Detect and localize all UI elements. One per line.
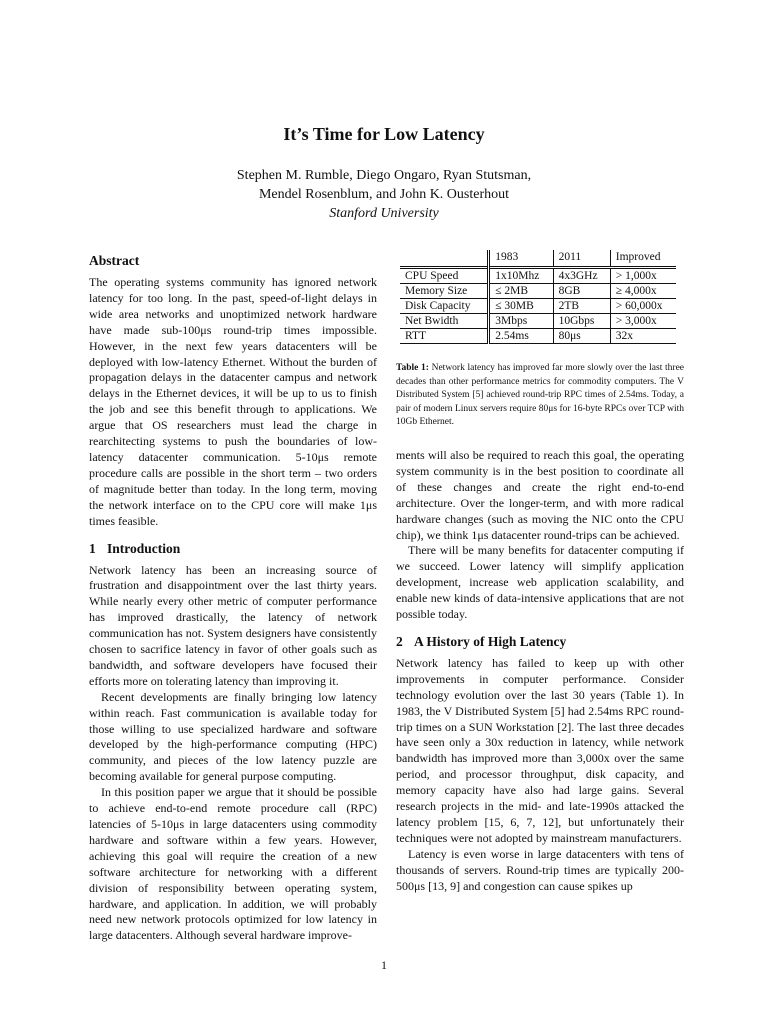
- intro-paragraph-3: In this position paper we argue that it should be possible to achieve end-to-end remote procedure call (RPC) latencies of 5-10μs in large datacenters using commodity hardware and software within a few years. However, achieving this goal will require the creation of a new software architecture for networking with a different division of responsibility between operating system, hardware, and application. In addition, we will probably need new network protocols optimized for low latency in large datacenters. Although several hardware improve-: [89, 785, 377, 943]
- intro-number: 1: [89, 540, 96, 556]
- intro-continued-paragraph-1: ments will also be required to reach this goal, the operating system community is in the best position to coordinate all of these changes and create the right end-to-end architecture. Over the longer-term, and with more radical hardware changes (such as moving the NIC onto the CPU chip), we think 1μs datacenter round-trips can be achieved.: [396, 447, 684, 542]
- table-cell: > 1,000x: [610, 268, 676, 284]
- page-number: 1: [381, 958, 387, 972]
- history-paragraph-1: Network latency has failed to keep up with other improvements in computer performance. Consider technology evolution over the last 30 years (Table 1). In 1983, the V Distributed System [5] had 2.54ms RPC round-trip times on a SUN Workstation [2]. The last three decades have seen only a 30x reduction in latency, while network bandwidth has improved more than 3,000x over the same period, and processor throughput, disk capacity, and memory capacity have also had large gains. Several research projects in the mid- and late-1990s attacked the latency problem [15, 6, 7, 12], but unfortunately their techniques were not adopted by mainstream manufacturers.: [396, 655, 684, 845]
- table-row: [400, 314, 676, 329]
- table-cell: CPU Speed: [400, 268, 489, 284]
- latency-table: [400, 250, 676, 344]
- intro-paragraph-2: Recent developments are finally bringing low latency within reach. Fast communication is available today for those willing to use specialized hardware and software developed by the high-performance computing (HPC) community, and pieces of the low latency puzzle are becoming available for general purpose computing.: [89, 689, 377, 784]
- right-column: [396, 250, 684, 895]
- table-row: [400, 329, 676, 344]
- table-header-cell: Improved: [615, 251, 661, 263]
- table-cell: Disk Capacity: [400, 299, 489, 314]
- table-cell: 4x3GHz: [553, 268, 610, 284]
- author-line-1: Stephen M. Rumble, Diego Ongaro, Ryan Stutsman,: [236, 168, 532, 183]
- abstract-text: The operating systems community has ignored network latency for too long. In the past, speed-of-light delays in wide area networks and unoptimized network hardware have made sub-100μs round-trip times impossible. However, in the next few years datacenters will be deployed with low-latency Ethernet. Without the burden of propagation delays in the datacenter campus and network delays in the Ethernet devices, it will be up to us to finish the job and see this benefit through to applications. We argue that OS researchers must lead the charge in rearchitecting systems to push the boundaries of low-latency datacenter communication. 5-10μs remote procedure calls are possible in the short term – two orders of magnitude better than today. In the long term, moving the network interface on to the CPU core will make 1μs times feasible.: [89, 275, 377, 528]
- table-cell: > 3,000x: [610, 314, 676, 329]
- author-line-2: Mendel Rosenblum, and John K. Ousterhout: [258, 187, 510, 202]
- history-paragraph-2: Latency is even worse in large datacenters with tens of thousands of servers. Round-trip times are typically 200-500μs [13, 9] and congestion can cause spikes up: [396, 846, 684, 893]
- table-cell: 10Gbps: [553, 314, 610, 329]
- intro-heading: [89, 540, 377, 557]
- table-cell: ≤ 30MB: [489, 299, 553, 314]
- table-cell: ≥ 4,000x: [610, 284, 676, 299]
- table-row: [400, 299, 676, 314]
- table-cell: 32x: [610, 329, 676, 344]
- paper-title: It’s Time for Low Latency: [283, 124, 485, 144]
- intro-continued-paragraph-2: There will be many benefits for datacenter computing if we succeed. Lower latency will simplify application development, increase web application scalability, and enable new kinds of data-intensive applications that are not possible today.: [396, 543, 684, 622]
- abstract-heading: Abstract: [89, 253, 140, 268]
- table-cell: 8GB: [553, 284, 610, 299]
- table-cell: ≤ 2MB: [489, 284, 553, 299]
- intro-paragraph-1: Network latency has been an increasing source of frustration and disappointment over the last thirty years. While nearly every other metric of computer performance has improved drastically, the latency of network communication has not. System designers have consistently chosen to sacrifice latency in favor of other goals such as bandwidth, and software developers have focused their efforts more on tolerating latency than improving it.: [89, 562, 377, 688]
- table-caption: [396, 362, 684, 430]
- caption-label: Table 1:: [396, 363, 429, 373]
- left-column: [89, 252, 377, 944]
- table-cell: 2.54ms: [489, 329, 553, 344]
- history-heading: [396, 633, 684, 650]
- table-header-cell: 1983: [489, 250, 553, 268]
- table-header-cell: 2011: [553, 250, 610, 268]
- caption-text: Network latency has improved far more slowly over the last three decades than other performance metrics for commodity computers. The V Distributed System [5] achieved round-trip RPC times of 2.54ms. Today, a pair of modern Linux servers require 80μs for 16-byte RPCs over TCP with 10Gb Ethernet.: [396, 363, 685, 428]
- table-header-row: [400, 250, 676, 268]
- intro-title: Introduction: [107, 540, 181, 556]
- table-row: [400, 284, 676, 299]
- author-block: [0, 166, 768, 223]
- table-row: [400, 268, 676, 284]
- table-cell: 80μs: [553, 329, 610, 344]
- table-cell: Net Bwidth: [400, 314, 489, 329]
- table-cell: > 60,000x: [610, 299, 676, 314]
- table-cell: 1x10Mhz: [489, 268, 553, 284]
- history-number: 2: [396, 633, 403, 649]
- table-cell: 3Mbps: [489, 314, 553, 329]
- table-cell: RTT: [400, 329, 489, 344]
- table-cell: 2TB: [553, 299, 610, 314]
- affiliation: Stanford University: [329, 206, 439, 221]
- table-cell: Memory Size: [400, 284, 489, 299]
- history-title: A History of High Latency: [414, 633, 567, 649]
- table-header-cell: [400, 250, 489, 268]
